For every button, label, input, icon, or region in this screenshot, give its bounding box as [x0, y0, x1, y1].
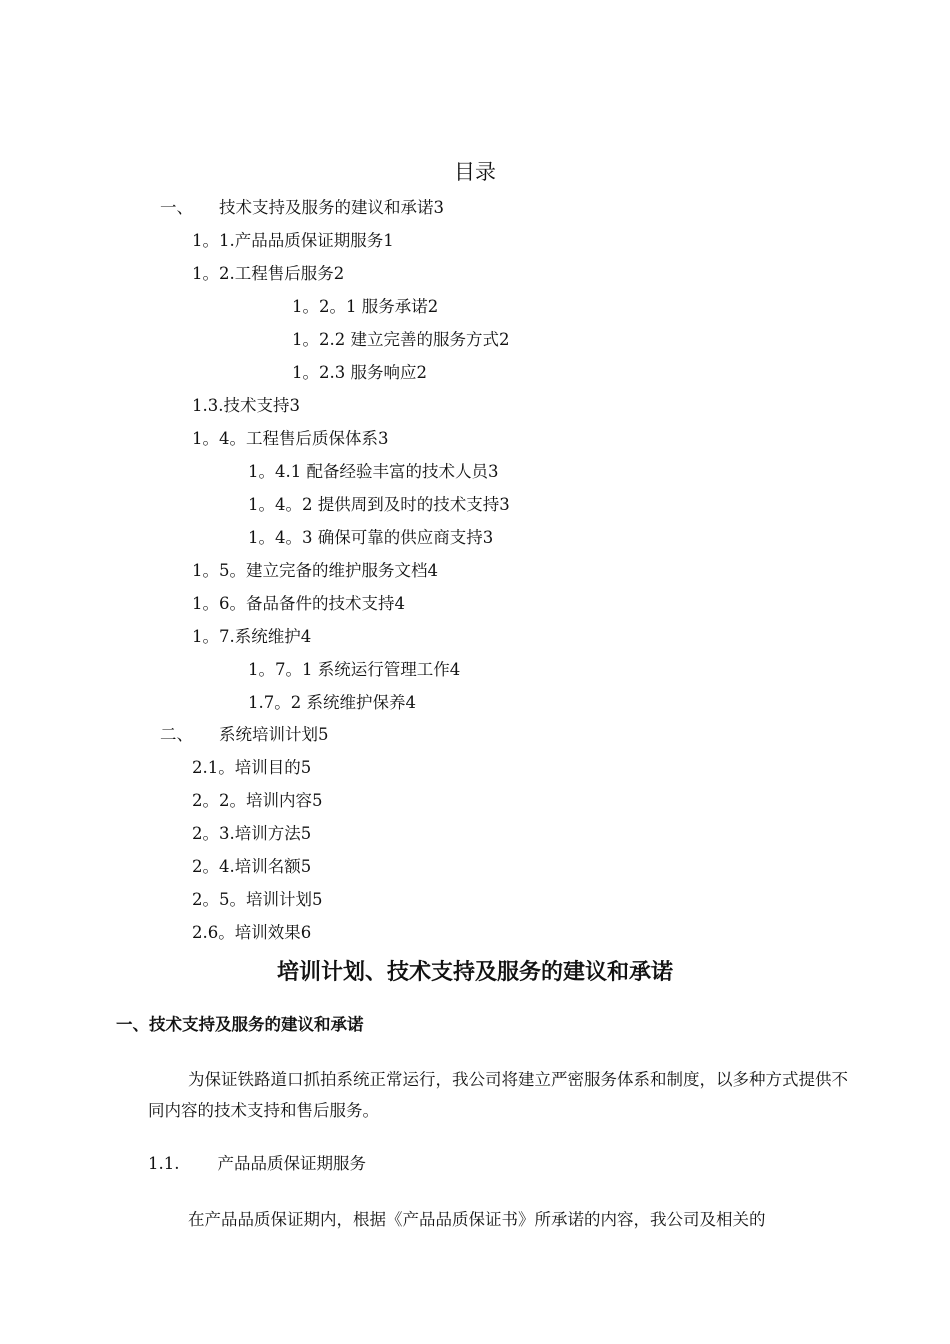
toc-entry[interactable]: 1。4。2 提供周到及时的技术支持3: [248, 495, 510, 514]
toc-entry[interactable]: 1。2.2 建立完善的服务方式2: [292, 330, 510, 349]
body-paragraph: 在产品品质保证期内，根据《产品品质保证书》所承诺的内容，我公司及相关的: [188, 1210, 766, 1229]
toc-entry[interactable]: 1。7。1 系统运行管理工作4: [248, 660, 461, 679]
toc-entry[interactable]: 一、 技术支持及服务的建议和承诺3: [160, 198, 444, 217]
toc-entry[interactable]: 1。7.系统维护4: [192, 627, 312, 646]
toc-entry[interactable]: 1。5。建立完备的维护服务文档4: [192, 561, 438, 580]
toc-entry[interactable]: 二、 系统培训计划5: [160, 725, 329, 744]
toc-entry[interactable]: 1。2。1 服务承诺2: [292, 297, 439, 316]
toc-entry[interactable]: 2。4.培训名额5: [192, 857, 312, 876]
toc-entry[interactable]: 2。2。培训内容5: [192, 791, 323, 810]
toc-entry[interactable]: 2.1。培训目的5: [192, 758, 312, 777]
subsection-title: 产品品质保证期服务: [217, 1154, 366, 1173]
document-title: 培训计划、技术支持及服务的建议和承诺: [276, 960, 673, 985]
toc-entry[interactable]: 1。4。3 确保可靠的供应商支持3: [248, 528, 494, 547]
toc-entry[interactable]: 1。4.1 配备经验丰富的技术人员3: [248, 462, 499, 481]
toc-entry[interactable]: 1。4。工程售后质保体系3: [192, 429, 389, 448]
toc-entry[interactable]: 1.3.技术支持3: [192, 396, 300, 415]
toc-title: 目录: [454, 160, 496, 184]
section-heading: 一、技术支持及服务的建议和承诺: [116, 1015, 364, 1034]
toc-entry[interactable]: 1。6。备品备件的技术支持4: [192, 594, 405, 613]
subsection-heading: [148, 1152, 366, 1176]
toc-entry[interactable]: 1。1.产品品质保证期服务1: [192, 231, 394, 250]
subsection-number: 1.1.: [148, 1154, 180, 1173]
body-paragraph: 为保证铁路道口抓拍系统正常运行，我公司将建立严密服务体系和制度，以多种方式提供不同内容的技术支持和售后服务。: [148, 1070, 848, 1120]
toc-entry[interactable]: 2。5。培训计划5: [192, 890, 323, 909]
toc-entry[interactable]: 2。3.培训方法5: [192, 824, 312, 843]
toc-entry[interactable]: 1。2.工程售后服务2: [192, 264, 345, 283]
toc-entry[interactable]: 1.7。2 系统维护保养4: [248, 693, 416, 712]
toc-entry[interactable]: 1。2.3 服务响应2: [292, 363, 427, 382]
toc-entry[interactable]: 2.6。培训效果6: [192, 923, 312, 942]
